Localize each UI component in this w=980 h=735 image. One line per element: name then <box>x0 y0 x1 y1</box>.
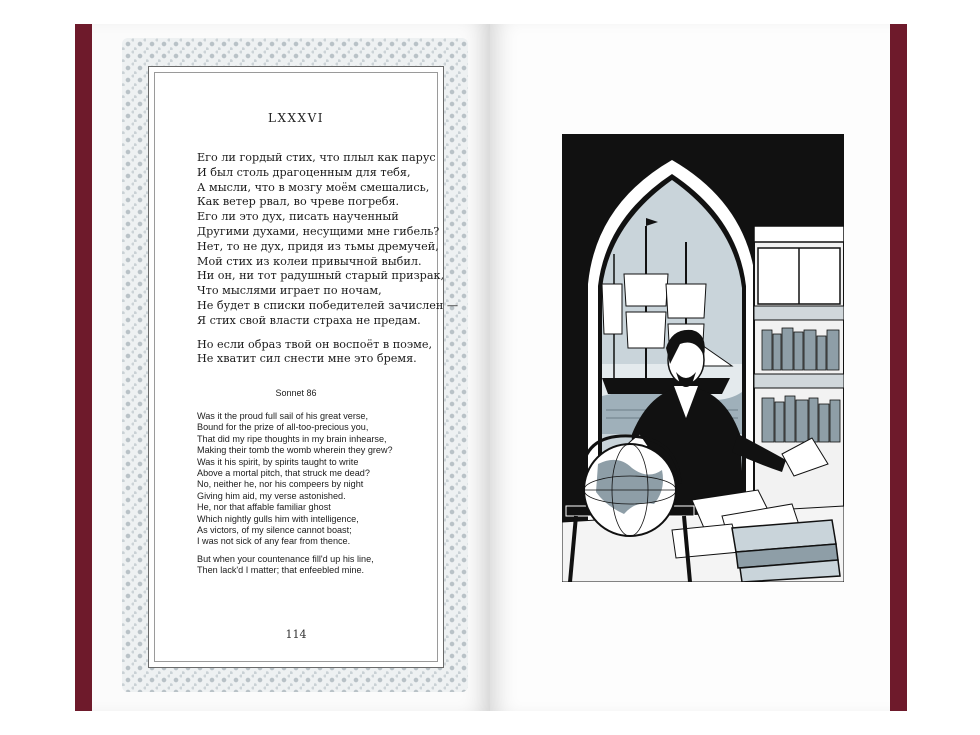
original-sonnet-title: Sonnet 86 <box>275 388 317 398</box>
poem-line: Bound for the prize of all-too-precious you, <box>197 422 369 433</box>
poem-line: Then lack'd I matter; that enfeebled mine. <box>197 565 365 576</box>
poem-line: Не хватит сил снести мне это бремя. <box>197 352 417 366</box>
page-number: 114 <box>285 628 307 641</box>
illustration <box>562 134 844 582</box>
poem-line: Нет, то не дух, придя из тьмы дремучей, <box>197 239 439 253</box>
poem-line: Не будет в списки победителей зачислен — <box>197 298 459 312</box>
poem-line: That did my ripe thoughts in my brain inhearse, <box>197 433 387 444</box>
poem-line: Как ветер рвал, во чреве погребя. <box>197 195 400 209</box>
russian-stanza-1 <box>197 151 459 329</box>
poem-line: Above a mortal pitch, that struck me dead? <box>197 468 370 479</box>
poem-line: He, nor that affable familiar ghost <box>197 502 331 513</box>
books-icon <box>732 520 840 582</box>
poem-line: But when your countenance fill'd up his line, <box>197 553 374 564</box>
russian-stanza-2 <box>197 337 433 368</box>
poem-line: Его ли гордый стих, что плыл как парус <box>197 151 436 164</box>
poem-line: Making their tomb the womb wherein they grew? <box>197 445 393 456</box>
poem-line: Его ли это дух, писать наученный <box>197 210 399 224</box>
english-stanza-2 <box>197 554 427 577</box>
poem-line: Ни он, ни тот радушный старый призрак, <box>197 269 445 283</box>
poem-line: И был столь драгоценным для тебя, <box>197 165 411 179</box>
poem-line: As victors, of my silence cannot boast; <box>197 525 352 536</box>
poem-line: Was it the proud full sail of his great verse, <box>197 411 369 421</box>
russian-translation <box>197 151 459 367</box>
illustration-artwork <box>562 134 844 582</box>
text-frame <box>148 66 459 668</box>
original-english-text <box>197 411 427 577</box>
english-stanza-1 <box>197 411 427 548</box>
poem-line: Другими духами, несущими мне гибель? <box>197 224 440 238</box>
poem-line: Which nightly gulls him with intelligence, <box>197 513 359 524</box>
poem-line: Мой стих из колеи привычной выбил. <box>197 254 422 268</box>
poem-line: No, neither he, nor his compeers by night <box>197 479 364 490</box>
poem-line: Что мыслями играет по ночам, <box>197 284 382 298</box>
poem-line: Я стих свой власти страха не предам. <box>197 313 421 327</box>
poem-line: Но если образ твой он воспоёт в поэме, <box>197 337 433 351</box>
poem-line: А мысли, что в мозгу моём смешались, <box>197 180 430 194</box>
poem-line: I was not sick of any fear from thence. <box>197 536 351 547</box>
poem-line: Giving him aid, my verse astonished. <box>197 490 346 501</box>
sonnet-number-roman: LXXXVI <box>267 111 324 125</box>
poem-line: Was it his spirit, by spirits taught to write <box>197 456 359 467</box>
